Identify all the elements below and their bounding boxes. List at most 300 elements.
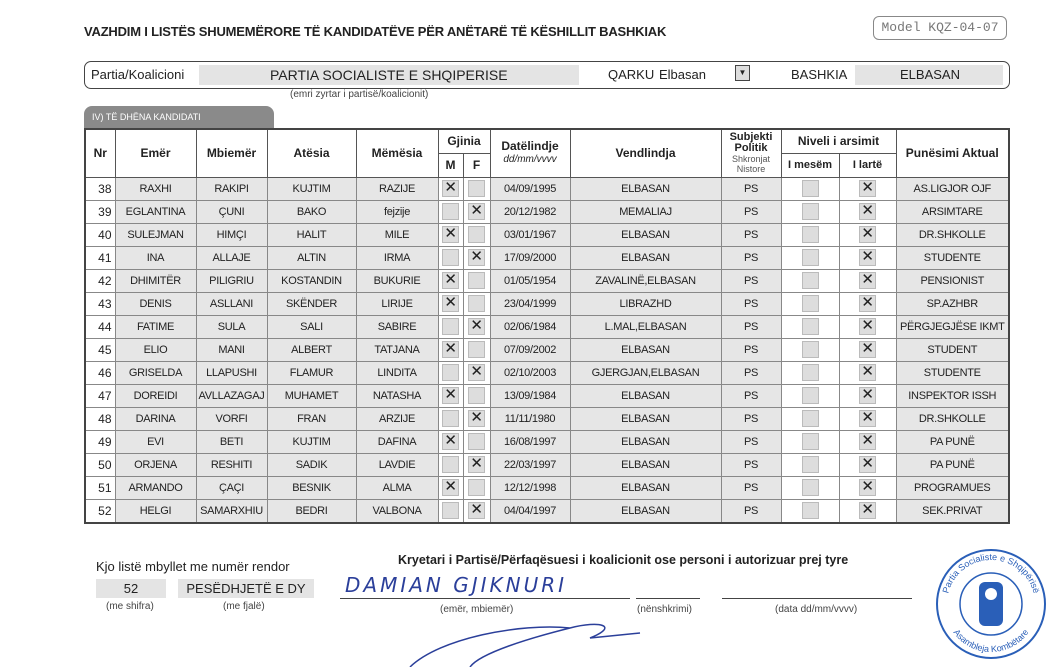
checked-box-icon[interactable]: ✕ — [468, 203, 485, 220]
cell-punesimi[interactable]: STUDENTE — [896, 361, 1009, 384]
cell-memesia[interactable]: IRMA — [356, 246, 438, 269]
cell-dob[interactable]: 22/03/1997 — [490, 453, 570, 476]
empty-checkbox[interactable] — [442, 203, 459, 220]
cell-edu-larte — [839, 315, 896, 338]
checked-box-icon[interactable]: ✕ — [442, 180, 459, 197]
cell-subjekti[interactable]: PS — [721, 200, 781, 223]
checked-box-icon[interactable]: ✕ — [859, 433, 876, 450]
cell-atesia[interactable]: ALTIN — [267, 246, 356, 269]
checked-box-icon[interactable]: ✕ — [859, 479, 876, 496]
empty-checkbox[interactable] — [802, 226, 819, 243]
checked-box-icon[interactable]: ✕ — [859, 456, 876, 473]
cell-subjekti[interactable]: PS — [721, 338, 781, 361]
col-mbiemer: Mbiemër — [196, 129, 267, 177]
cell-dob[interactable]: 13/09/1984 — [490, 384, 570, 407]
cell-atesia[interactable]: SADIK — [267, 453, 356, 476]
closing-number-words[interactable]: PESËDHJETË E DY — [178, 579, 314, 598]
row-number: 42 — [85, 269, 115, 292]
table-row — [85, 476, 1009, 499]
cell-gender-m — [438, 361, 463, 384]
cell-vendlindja[interactable]: ELBASAN — [570, 430, 721, 453]
cell-dob[interactable]: 23/04/1999 — [490, 292, 570, 315]
cell-gender-m — [438, 223, 463, 246]
cell-vendlindja[interactable]: ELBASAN — [570, 177, 721, 200]
row-number: 48 — [85, 407, 115, 430]
checked-box-icon[interactable]: ✕ — [442, 226, 459, 243]
cell-emer[interactable]: ARMANDO — [115, 476, 196, 499]
cell-edu-larte — [839, 200, 896, 223]
cell-emer[interactable]: RAXHI — [115, 177, 196, 200]
cell-gender-m — [438, 292, 463, 315]
cell-emer[interactable]: HELGI — [115, 499, 196, 523]
cell-emer[interactable]: FATIME — [115, 315, 196, 338]
cell-gender-m — [438, 453, 463, 476]
cell-gender-m — [438, 407, 463, 430]
cell-atesia[interactable]: BAKO — [267, 200, 356, 223]
cell-memesia[interactable]: DAFINA — [356, 430, 438, 453]
cell-mbiemer[interactable]: BETI — [196, 430, 267, 453]
row-number: 41 — [85, 246, 115, 269]
empty-checkbox[interactable] — [802, 341, 819, 358]
cell-atesia[interactable]: BESNIK — [267, 476, 356, 499]
cell-mbiemer[interactable]: PILIGRIU — [196, 269, 267, 292]
cell-dob[interactable]: 07/09/2002 — [490, 338, 570, 361]
empty-checkbox[interactable] — [468, 295, 485, 312]
row-number: 40 — [85, 223, 115, 246]
cell-memesia[interactable]: MILE — [356, 223, 438, 246]
closing-number[interactable]: 52 — [96, 579, 166, 598]
cell-atesia[interactable]: KOSTANDIN — [267, 269, 356, 292]
cell-dob[interactable]: 04/04/1997 — [490, 499, 570, 523]
cell-edu-larte — [839, 453, 896, 476]
col-larte: I lartë — [839, 153, 896, 177]
cell-memesia[interactable]: ALMA — [356, 476, 438, 499]
empty-checkbox[interactable] — [442, 456, 459, 473]
cell-edu-larte — [839, 476, 896, 499]
cell-subjekti[interactable]: PS — [721, 315, 781, 338]
row-number: 44 — [85, 315, 115, 338]
date-line — [722, 598, 912, 599]
empty-checkbox[interactable] — [802, 479, 819, 496]
party-stamp — [935, 548, 1047, 660]
cell-edu-mesem — [781, 338, 839, 361]
empty-checkbox[interactable] — [468, 272, 485, 289]
cell-memesia[interactable]: LAVDIE — [356, 453, 438, 476]
checked-box-icon[interactable]: ✕ — [442, 479, 459, 496]
empty-checkbox[interactable] — [802, 180, 819, 197]
empty-checkbox[interactable] — [802, 433, 819, 450]
cell-gender-f — [463, 384, 490, 407]
checked-box-icon[interactable]: ✕ — [468, 456, 485, 473]
checked-box-icon[interactable]: ✕ — [468, 318, 485, 335]
closing-text: Kjo listë mbyllet me numër rendor — [96, 559, 290, 574]
cell-vendlindja[interactable]: ELBASAN — [570, 453, 721, 476]
date-label: (data dd/mm/vvvv) — [775, 604, 858, 615]
cell-punesimi[interactable]: PROGRAMUES — [896, 476, 1009, 499]
cell-atesia[interactable]: HALIT — [267, 223, 356, 246]
subjekti-label: Subjekti Politik — [729, 131, 773, 155]
cell-subjekti[interactable]: PS — [721, 177, 781, 200]
checked-box-icon[interactable]: ✕ — [859, 226, 876, 243]
checked-box-icon[interactable]: ✕ — [859, 387, 876, 404]
stamp-text-top: Partia Socialiste e Shqipërisë — [940, 551, 1042, 595]
cell-gender-f — [463, 407, 490, 430]
row-number: 47 — [85, 384, 115, 407]
empty-checkbox[interactable] — [802, 502, 819, 519]
party-note: (emri zyrtar i partisë/koalicionit) — [290, 89, 429, 100]
cell-atesia[interactable]: KUJTIM — [267, 430, 356, 453]
cell-gender-m — [438, 338, 463, 361]
cell-vendlindja[interactable]: ELBASAN — [570, 384, 721, 407]
col-niveli: Niveli i arsimit — [781, 129, 896, 153]
qarku-label: QARKU — [608, 67, 655, 82]
checked-box-icon[interactable]: ✕ — [442, 272, 459, 289]
cell-atesia[interactable]: SALI — [267, 315, 356, 338]
cell-edu-mesem — [781, 499, 839, 523]
cell-vendlindja[interactable]: LIBRAZHD — [570, 292, 721, 315]
cell-punesimi[interactable]: AS.LIGJOR OJF — [896, 177, 1009, 200]
col-f: F — [463, 153, 490, 177]
cell-gender-m — [438, 476, 463, 499]
row-number: 52 — [85, 499, 115, 523]
cell-gender-f — [463, 430, 490, 453]
cell-gender-f — [463, 338, 490, 361]
party-label: Partia/Koalicioni — [91, 67, 185, 82]
cell-dob[interactable]: 02/06/1984 — [490, 315, 570, 338]
cell-subjekti[interactable]: PS — [721, 292, 781, 315]
cell-vendlindja[interactable]: ELBASAN — [570, 246, 721, 269]
table-row — [85, 177, 1009, 200]
checked-box-icon[interactable]: ✕ — [859, 502, 876, 519]
cell-dob[interactable]: 17/09/2000 — [490, 246, 570, 269]
cell-atesia[interactable]: FRAN — [267, 407, 356, 430]
cell-dob[interactable]: 16/08/1997 — [490, 430, 570, 453]
dropdown-arrow-icon[interactable]: ▼ — [735, 65, 750, 81]
col-memesia: Mëmësia — [356, 129, 438, 177]
cell-dob[interactable]: 11/11/1980 — [490, 407, 570, 430]
cell-edu-mesem — [781, 269, 839, 292]
cell-subjekti[interactable]: PS — [721, 430, 781, 453]
empty-checkbox[interactable] — [802, 272, 819, 289]
checked-box-icon[interactable]: ✕ — [859, 180, 876, 197]
cell-edu-larte — [839, 430, 896, 453]
row-number: 46 — [85, 361, 115, 384]
candidates-table — [84, 128, 1010, 524]
checked-box-icon[interactable]: ✕ — [859, 295, 876, 312]
form-title: VAZHDIM I LISTËS SHUMEMËRORE TË KANDIDATËVE PËR ANËTARË TË KËSHILLIT BASHKIAK — [84, 24, 667, 39]
cell-punesimi[interactable]: SEK.PRIVAT — [896, 499, 1009, 523]
cell-memesia[interactable]: BUKURIE — [356, 269, 438, 292]
cell-memesia[interactable]: fejzije — [356, 200, 438, 223]
signature-line — [636, 598, 700, 599]
cell-edu-larte — [839, 177, 896, 200]
table-row — [85, 292, 1009, 315]
cell-vendlindja[interactable]: ELBASAN — [570, 407, 721, 430]
table-row — [85, 269, 1009, 292]
signer-title: Kryetari i Partisë/Përfaqësuesi i koalicionit ose personi i autorizuar prej tyre — [398, 553, 849, 567]
checked-box-icon[interactable]: ✕ — [468, 502, 485, 519]
cell-mbiemer[interactable]: RAKIPI — [196, 177, 267, 200]
empty-checkbox[interactable] — [802, 456, 819, 473]
cell-emer[interactable]: ORJENA — [115, 453, 196, 476]
col-subjekti — [721, 129, 781, 177]
cell-dob[interactable]: 20/12/1982 — [490, 200, 570, 223]
cell-gender-f — [463, 453, 490, 476]
cell-edu-larte — [839, 292, 896, 315]
party-box — [84, 61, 1010, 89]
cell-mbiemer[interactable]: SAMARXHIU — [196, 499, 267, 523]
cell-vendlindja[interactable]: ELBASAN — [570, 223, 721, 246]
table-row — [85, 407, 1009, 430]
cell-memesia[interactable]: SABIRE — [356, 315, 438, 338]
empty-checkbox[interactable] — [802, 203, 819, 220]
cell-atesia[interactable]: FLAMUR — [267, 361, 356, 384]
cell-dob[interactable]: 01/05/1954 — [490, 269, 570, 292]
cell-mbiemer[interactable]: LLAPUSHI — [196, 361, 267, 384]
cell-mbiemer[interactable]: VORFI — [196, 407, 267, 430]
table-row — [85, 246, 1009, 269]
checked-box-icon[interactable]: ✕ — [468, 249, 485, 266]
cell-edu-mesem — [781, 430, 839, 453]
checked-box-icon[interactable]: ✕ — [468, 410, 485, 427]
checked-box-icon[interactable]: ✕ — [442, 341, 459, 358]
cell-mbiemer[interactable]: HIMÇI — [196, 223, 267, 246]
row-number: 43 — [85, 292, 115, 315]
cell-edu-mesem — [781, 177, 839, 200]
cell-mbiemer[interactable]: MANI — [196, 338, 267, 361]
empty-checkbox[interactable] — [468, 180, 485, 197]
row-number: 39 — [85, 200, 115, 223]
cell-vendlindja[interactable]: ZAVALINË,ELBASAN — [570, 269, 721, 292]
empty-checkbox[interactable] — [802, 364, 819, 381]
cell-gender-m — [438, 384, 463, 407]
table-row — [85, 200, 1009, 223]
cell-mbiemer[interactable]: ASLLANI — [196, 292, 267, 315]
checked-box-icon[interactable]: ✕ — [859, 203, 876, 220]
cell-vendlindja[interactable]: ELBASAN — [570, 499, 721, 523]
empty-checkbox[interactable] — [442, 249, 459, 266]
col-datelindje — [490, 129, 570, 177]
cell-edu-larte — [839, 338, 896, 361]
cell-punesimi[interactable]: DR.SHKOLLE — [896, 407, 1009, 430]
cell-gender-f — [463, 361, 490, 384]
cell-mbiemer[interactable]: SULA — [196, 315, 267, 338]
empty-checkbox[interactable] — [468, 387, 485, 404]
table-row — [85, 499, 1009, 523]
cell-edu-larte — [839, 269, 896, 292]
empty-checkbox[interactable] — [442, 502, 459, 519]
cell-punesimi[interactable]: INSPEKTOR ISSH — [896, 384, 1009, 407]
cell-emer[interactable]: GRISELDA — [115, 361, 196, 384]
cell-edu-mesem — [781, 246, 839, 269]
cell-subjekti[interactable]: PS — [721, 361, 781, 384]
cell-gender-m — [438, 315, 463, 338]
cell-gender-f — [463, 476, 490, 499]
cell-emer[interactable]: DOREIDI — [115, 384, 196, 407]
table-row — [85, 384, 1009, 407]
empty-checkbox[interactable] — [442, 364, 459, 381]
cell-dob[interactable]: 04/09/1995 — [490, 177, 570, 200]
checked-box-icon[interactable]: ✕ — [442, 295, 459, 312]
cell-dob[interactable]: 12/12/1998 — [490, 476, 570, 499]
empty-checkbox[interactable] — [802, 249, 819, 266]
checked-box-icon[interactable]: ✕ — [859, 249, 876, 266]
cell-mbiemer[interactable]: ÇAÇI — [196, 476, 267, 499]
qarku-value[interactable]: Elbasan — [659, 67, 706, 82]
empty-checkbox[interactable] — [442, 410, 459, 427]
cell-vendlindja[interactable]: L.MAL,ELBASAN — [570, 315, 721, 338]
col-emer: Emër — [115, 129, 196, 177]
cell-edu-mesem — [781, 384, 839, 407]
party-value: PARTIA SOCIALISTE E SHQIPERISE — [270, 67, 508, 83]
cell-emer[interactable]: INA — [115, 246, 196, 269]
cell-mbiemer[interactable]: ÇUNI — [196, 200, 267, 223]
cell-gender-m — [438, 246, 463, 269]
cell-gender-f — [463, 315, 490, 338]
cell-subjekti[interactable]: PS — [721, 269, 781, 292]
section-tab: IV) TË DHËNA KANDIDATI — [84, 106, 274, 128]
cell-atesia[interactable]: KUJTIM — [267, 177, 356, 200]
cell-emer[interactable]: EGLANTINA — [115, 200, 196, 223]
cell-subjekti[interactable]: PS — [721, 407, 781, 430]
cell-gender-m — [438, 499, 463, 523]
empty-checkbox[interactable] — [802, 410, 819, 427]
cell-dob[interactable]: 02/10/2003 — [490, 361, 570, 384]
empty-checkbox[interactable] — [802, 295, 819, 312]
cell-vendlindja[interactable]: MEMALIAJ — [570, 200, 721, 223]
row-number: 38 — [85, 177, 115, 200]
checked-box-icon[interactable]: ✕ — [859, 318, 876, 335]
empty-checkbox[interactable] — [468, 479, 485, 496]
checked-box-icon[interactable]: ✕ — [442, 433, 459, 450]
checked-box-icon[interactable]: ✕ — [859, 410, 876, 427]
checked-box-icon[interactable]: ✕ — [859, 341, 876, 358]
cell-emer[interactable]: DENIS — [115, 292, 196, 315]
row-number: 45 — [85, 338, 115, 361]
cell-punesimi[interactable]: SP.AZHBR — [896, 292, 1009, 315]
cell-edu-mesem — [781, 407, 839, 430]
cell-edu-mesem — [781, 200, 839, 223]
cell-edu-larte — [839, 384, 896, 407]
cell-punesimi[interactable]: PËRGJEGJËSE IKMT — [896, 315, 1009, 338]
cell-edu-mesem — [781, 223, 839, 246]
col-vendlindja: Vendlindja — [570, 129, 721, 177]
table-row — [85, 361, 1009, 384]
cell-vendlindja[interactable]: ELBASAN — [570, 338, 721, 361]
cell-punesimi[interactable]: DR.SHKOLLE — [896, 223, 1009, 246]
row-number: 51 — [85, 476, 115, 499]
cell-emer[interactable]: DARINA — [115, 407, 196, 430]
empty-checkbox[interactable] — [802, 318, 819, 335]
cell-gender-f — [463, 177, 490, 200]
cell-emer[interactable]: EVI — [115, 430, 196, 453]
cell-memesia[interactable]: LIRIJE — [356, 292, 438, 315]
checked-box-icon[interactable]: ✕ — [442, 387, 459, 404]
bashkia-value: ELBASAN — [900, 67, 960, 82]
cell-mbiemer[interactable]: RESHITI — [196, 453, 267, 476]
cell-punesimi[interactable]: ARSIMTARE — [896, 200, 1009, 223]
cell-subjekti[interactable]: PS — [721, 384, 781, 407]
cell-emer[interactable]: SULEJMAN — [115, 223, 196, 246]
bashkia-label: BASHKIA — [791, 67, 848, 82]
cell-subjekti[interactable]: PS — [721, 499, 781, 523]
cell-atesia[interactable]: MUHAMET — [267, 384, 356, 407]
cell-punesimi[interactable]: STUDENTE — [896, 246, 1009, 269]
cell-punesimi[interactable]: PA PUNË — [896, 430, 1009, 453]
col-mesem: I mesëm — [781, 153, 839, 177]
row-number: 50 — [85, 453, 115, 476]
name-label: (emër, mbiemër) — [440, 604, 514, 615]
cell-gender-m — [438, 269, 463, 292]
signer-name-handwritten: DAMIAN GJIKNURI — [345, 573, 568, 597]
cell-punesimi[interactable]: PENSIONIST — [896, 269, 1009, 292]
digits-label: (me shifra) — [106, 601, 154, 612]
checked-box-icon[interactable]: ✕ — [859, 272, 876, 289]
cell-emer[interactable]: ELIO — [115, 338, 196, 361]
checked-box-icon[interactable]: ✕ — [468, 364, 485, 381]
cell-memesia[interactable]: VALBONA — [356, 499, 438, 523]
cell-atesia[interactable]: ALBERT — [267, 338, 356, 361]
cell-gender-m — [438, 200, 463, 223]
empty-checkbox[interactable] — [468, 226, 485, 243]
empty-checkbox[interactable] — [442, 318, 459, 335]
table-row — [85, 453, 1009, 476]
cell-edu-larte — [839, 499, 896, 523]
cell-subjekti[interactable]: PS — [721, 453, 781, 476]
empty-checkbox[interactable] — [468, 341, 485, 358]
model-code: Model KQZ-04-07 — [873, 16, 1007, 40]
cell-memesia[interactable]: NATASHA — [356, 384, 438, 407]
cell-punesimi[interactable]: STUDENT — [896, 338, 1009, 361]
cell-emer[interactable]: DHIMITËR — [115, 269, 196, 292]
date-format: dd/mm/vvvv — [503, 154, 557, 166]
cell-subjekti[interactable]: PS — [721, 476, 781, 499]
cell-subjekti[interactable]: PS — [721, 223, 781, 246]
cell-atesia[interactable]: BEDRI — [267, 499, 356, 523]
table-row — [85, 430, 1009, 453]
cell-punesimi[interactable]: PA PUNË — [896, 453, 1009, 476]
cell-mbiemer[interactable]: ALLAJE — [196, 246, 267, 269]
cell-gender-m — [438, 430, 463, 453]
cell-edu-mesem — [781, 453, 839, 476]
datelindje-label: Datëlindje — [501, 139, 559, 154]
cell-dob[interactable]: 03/01/1967 — [490, 223, 570, 246]
empty-checkbox[interactable] — [468, 433, 485, 450]
cell-memesia[interactable]: TATJANA — [356, 338, 438, 361]
empty-checkbox[interactable] — [802, 387, 819, 404]
cell-atesia[interactable]: SKËNDER — [267, 292, 356, 315]
cell-gender-f — [463, 269, 490, 292]
col-gjinia: Gjinia — [438, 129, 490, 153]
cell-mbiemer[interactable]: AVLLAZAGAJ — [196, 384, 267, 407]
subjekti-sub: Shkronjat Nistore — [731, 154, 771, 175]
table-row — [85, 338, 1009, 361]
cell-edu-larte — [839, 246, 896, 269]
cell-gender-f — [463, 223, 490, 246]
cell-memesia[interactable]: ARZIJE — [356, 407, 438, 430]
cell-memesia[interactable]: LINDITA — [356, 361, 438, 384]
cell-gender-f — [463, 292, 490, 315]
cell-subjekti[interactable]: PS — [721, 246, 781, 269]
name-line — [340, 598, 630, 599]
cell-edu-larte — [839, 407, 896, 430]
cell-gender-f — [463, 499, 490, 523]
cell-vendlindja[interactable]: ELBASAN — [570, 476, 721, 499]
checked-box-icon[interactable]: ✕ — [859, 364, 876, 381]
table-row — [85, 223, 1009, 246]
cell-memesia[interactable]: RAZIJE — [356, 177, 438, 200]
cell-vendlindja[interactable]: GJERGJAN,ELBASAN — [570, 361, 721, 384]
